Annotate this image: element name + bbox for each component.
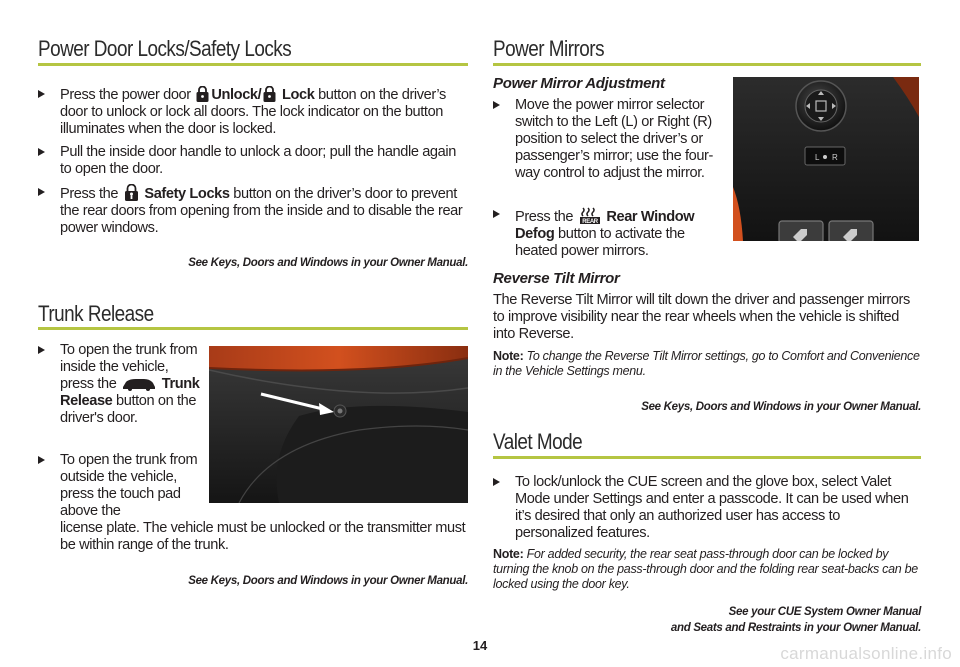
bullet-arrow-icon (38, 90, 45, 98)
mirrors-reference: See Keys, Doors and Windows in your Owner Manual. (641, 401, 921, 413)
door-locks-title: Power Door Locks/Safety Locks (38, 36, 292, 61)
reverse-tilt-note: Note: To change the Reverse Tilt Mirror settings, go to Comfort and Convenience in the Vehicle Settings menu. (493, 349, 920, 378)
mirror-adjustment-subhead: Power Mirror Adjustment (493, 75, 665, 92)
bullet-arrow-icon (493, 101, 500, 109)
section-divider (38, 327, 468, 330)
bullet-arrow-icon (38, 346, 45, 354)
door-locks-reference: See Keys, Doors and Windows in your Owner Manual. (188, 257, 468, 269)
reverse-tilt-subhead: Reverse Tilt Mirror (493, 270, 620, 287)
trunk-release-title: Trunk Release (38, 301, 154, 326)
bullet-arrow-icon (493, 478, 500, 486)
reverse-tilt-text: The Reverse Tilt Mirror will tilt down the driver and passenger mirrors to improve visibility near the rear wheels when the vehicle is shifted into Reverse. (493, 292, 910, 342)
section-divider (493, 63, 921, 66)
child-safety-lock-icon (124, 184, 139, 201)
bullet-arrow-icon (38, 188, 45, 196)
power-mirrors-title: Power Mirrors (493, 36, 605, 61)
padlock-icon (196, 86, 209, 102)
valet-reference-1: See your CUE System Owner Manual (728, 606, 921, 618)
switch-left-label: L (815, 153, 820, 162)
section-divider (38, 63, 468, 66)
trunk-bullet-2: To open the trunk from outside the vehicle, press the touch pad above the (38, 452, 203, 520)
trunk-bullet-1: To open the trunk from inside the vehicle, press the Trunk Release button on the driver's door. (38, 342, 203, 427)
mirror-bullet-1: Move the power mirror selector switch to the Left (L) or Right (R) position to select the driver’s or passenger’s mirror; use the four-way control to adjust the mirror. (493, 97, 719, 182)
mirror-controls-photo (733, 77, 919, 241)
section-divider (493, 456, 921, 459)
watermark: carmanualsonline.info (780, 644, 952, 663)
trunk-release-photo (209, 346, 468, 503)
page-number: 14 (472, 638, 488, 653)
valet-bullet-1: To lock/unlock the CUE screen and the glove box, select Valet Mode under Settings and enter a passcode. It can be used when it’s desired that only an authorized user has access to personalized features. (493, 474, 921, 542)
bullet-arrow-icon (38, 456, 45, 464)
car-trunk-icon (122, 378, 156, 391)
valet-mode-title: Valet Mode (493, 429, 583, 454)
switch-right-label: R (832, 153, 838, 162)
door-locks-bullet-1: Press the power door Unlock/ Lock button on the driver’s door to unlock or lock all doors. The lock indicator on the button illuminates when the door is locked. (38, 86, 468, 138)
valet-reference-2: and Seats and Restraints in your Owner Manual. (670, 622, 921, 634)
rear-defog-icon (579, 206, 601, 224)
door-locks-bullet-3: Press the Safety Locks button on the driver’s door to prevent the rear doors from opening from the inside and to disable the rear power windows. (38, 184, 468, 237)
svg-text:REAR: REAR (582, 219, 598, 224)
mirror-bullet-2: Press the REAR Rear Window Defog button to activate the heated power mirrors. (493, 206, 719, 260)
padlock-icon (263, 86, 276, 102)
trunk-bullet-2-continued: license plate. The vehicle must be unlocked or the transmitter must be within range of the trunk. (60, 520, 466, 553)
door-locks-bullet-2: Pull the inside door handle to unlock a door; pull the handle again to open the door. (38, 144, 468, 178)
valet-note: Note: For added security, the rear seat pass-through door can be locked by turning the knob on the pass-through door and the folding rear seat-backs can be locked using the door key. (493, 547, 918, 591)
trunk-reference: See Keys, Doors and Windows in your Owner Manual. (188, 575, 468, 587)
bullet-arrow-icon (38, 148, 45, 156)
bullet-arrow-icon (493, 210, 500, 218)
